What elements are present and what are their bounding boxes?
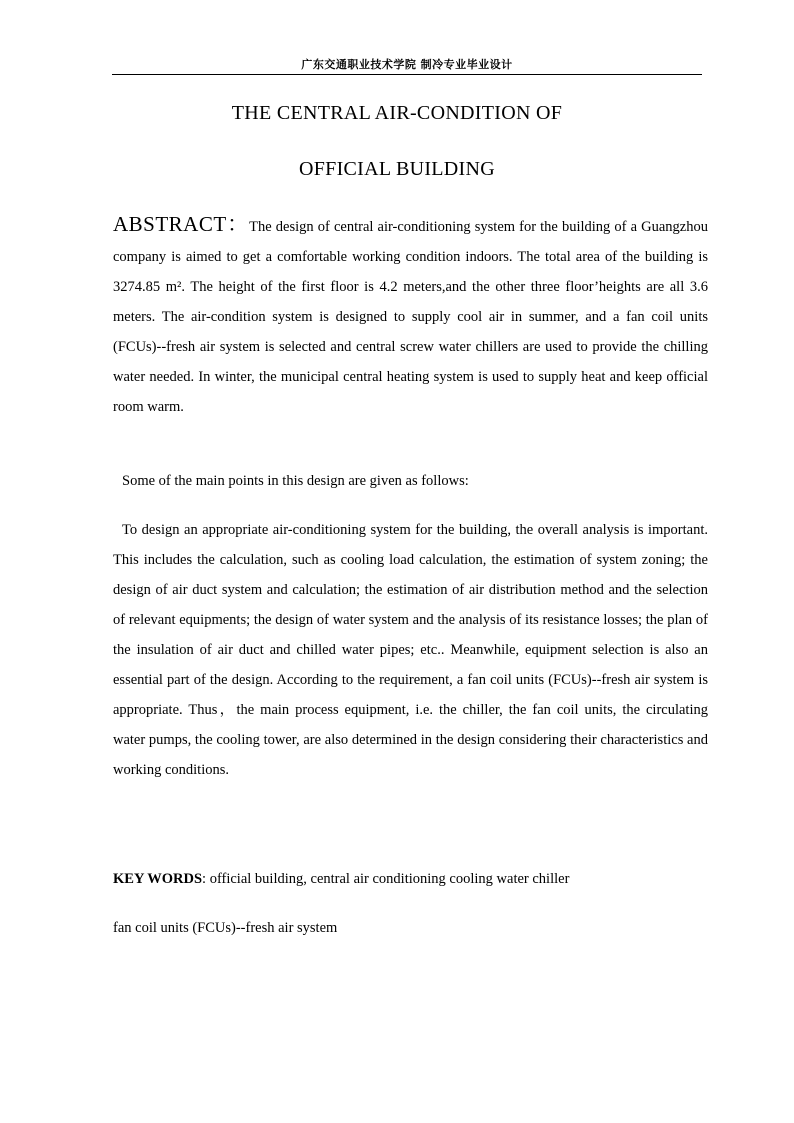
keywords-continuation: fan coil units (FCUs)--fresh air system	[113, 920, 338, 936]
abstract-paragraph	[113, 209, 708, 422]
document-title-line-2: OFFICIAL BUILDING	[298, 158, 496, 180]
header-rule	[112, 74, 702, 75]
keywords-text: : official building, central air conditioning cooling water chiller	[202, 871, 570, 887]
design-paragraph: To design an appropriate air-conditioning system for the building, the overall analysis is important. This includes the calculation, such as cooling load calculation, the estimation of system zoning; the design of air duct system and calculation; the estimation of air distribution method and the selection of relevant equipments; the design of water system and the analysis of its resistance losses; the plan of the insulation of air duct and chilled water pipes; etc.. Meanwhile, equipment selection is also an essential part of the design. According to the requirement, a fan coil units (FCUs)--fresh air system is appropriate. Thus，the main process equipment, i.e. the chiller, the fan coil units, the circulating water pumps, the cooling tower, are also determined in the design considering their characteristics and working conditions.	[113, 522, 708, 778]
abstract-heading: ABSTRACT：	[113, 212, 250, 236]
document-title-line-1: THE CENTRAL AIR-CONDITION OF	[231, 102, 563, 124]
page-header: 广东交通职业技术学院 制冷专业毕业设计	[301, 58, 513, 71]
main-points-intro: Some of the main points in this design are given as follows:	[122, 473, 469, 489]
keywords-label: KEY WORDS	[113, 871, 203, 887]
keywords-line	[113, 864, 708, 894]
abstract-text: The design of central air-conditioning system for the building of a Guangzhou company is aimed to get a comfortable working condition indoors. The total area of the building is 3274.85 m². The height of the first floor is 4.2 meters,and the other three floor’heights are all 3.6 meters. The air-condition system is designed to supply cool air in summer, and a fan coil units (FCUs)--fresh air system is selected and central screw water chillers are used to provide the chilling water needed. In winter, the municipal central heating system is used to supply heat and keep official room warm.	[113, 219, 708, 415]
